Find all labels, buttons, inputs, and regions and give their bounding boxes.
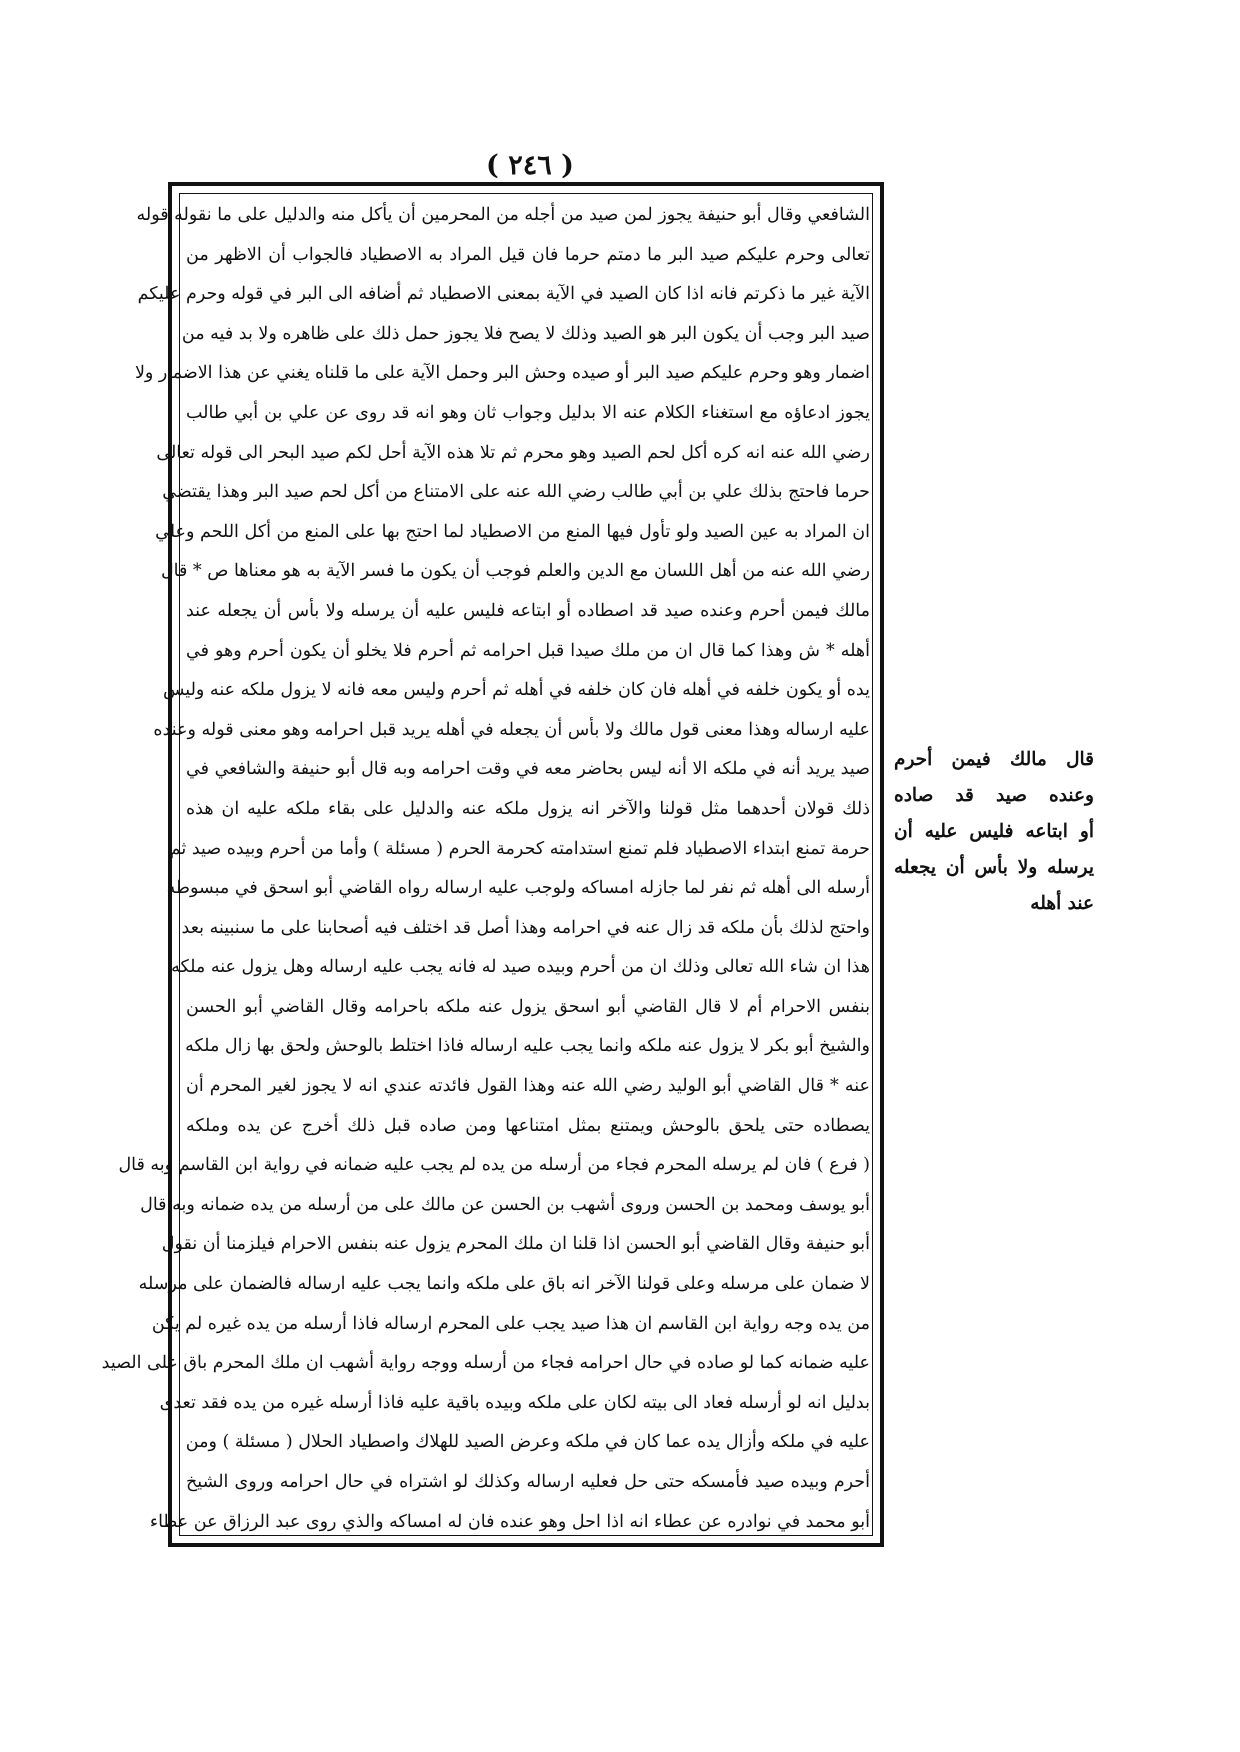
- text-line: رضي الله عنه من أهل اللسان مع الدين والعلم فوجب أن يكون ما فسر الآية به هو معناها ص * قال: [160, 561, 870, 582]
- text-line: عليه في ملكه وأزال يده عما كان في ملكه وعرض الصيد للهلاك واصطياد الحلال ( مسئلة ) ومن: [185, 1432, 870, 1453]
- text-line: صيد البر وجب أن يكون البر هو الصيد وذلك لا يصح فلا يجوز حمل ذلك على ظاهره ولا بد فيه من: [181, 323, 870, 344]
- text-line: أبو محمد في نوادره عن عطاء انه اذا احل وهو عنده فان له امساكه والذي روى عبد الرزاق عن عطاء: [149, 1511, 870, 1532]
- page-number: ( ٢٤٦ ): [486, 150, 574, 181]
- text-line: يجوز ادعاؤه مع استغناء الكلام عنه الا بدليل وجواب ثان وهو انه قد روى عن علي بن أبي طالب: [186, 402, 870, 423]
- text-line: الشافعي وقال أبو حنيفة يجوز لمن صيد من أجله من المحرمين أن يأكل منه والدليل على ما نقوله قوله: [136, 205, 870, 225]
- margin-note-line: قال مالك فيمن أحرم: [894, 749, 1094, 770]
- text-line: يصطاده حتى يلحق بالوحش ويمتنع بمثل امتناعها ومن صاده قبل ذلك أخرج عن يده وملكه: [186, 1115, 870, 1136]
- text-line: رضي الله عنه انه كره أكل لحم الصيد وهو محرم ثم تلا هذه الآية أحل لكم صيد البحر الى قوله تعالى: [156, 442, 870, 463]
- text-line: هذا ان شاء الله تعالى وذلك ان من أحرم وبيده صيد له فانه يجب عليه ارساله وهل يزول عنه ملكه: [171, 957, 870, 978]
- text-line: واحتج لذلك بأن ملكه قد زال عنه في احرامه وهذا أصل قد اختلف فيه أصحابنا على ما سنبينه بعد: [181, 917, 870, 938]
- text-line: أهله * ش وهذا كما قال ان من ملك صيدا قبل احرامه ثم أحرم فلا يخلو أن يكون أحرم وهو في: [186, 640, 870, 661]
- margin-note: [894, 742, 1094, 922]
- text-line: من يده وجه رواية ابن القاسم ان هذا صيد يجب على المحرم ارساله فاذا أرسله من يده غيره لم يكن: [151, 1313, 870, 1334]
- text-line: والشيخ أبو بكر لا يزول عنه ملكه وانما يجب عليه ارساله فاذا اختلط بالوحش ولحق بها زال ملكه: [185, 1036, 870, 1057]
- text-line: تعالى وحرم عليكم صيد البر ما دمتم حرما فان قيل المراد به الاصطياد فالجواب أن الاظهر من: [186, 244, 870, 265]
- text-line: ( فرع ) فان لم يرسله المحرم فجاء من أرسله من يده لم يجب عليه ضمانه في رواية ابن القاسم وبه قال: [118, 1155, 870, 1176]
- margin-note-line: وعنده صيد قد صاده: [894, 785, 1094, 806]
- text-line: بدليل انه لو أرسله فعاد الى بيته لكان على ملكه وبيده باقية عليه فاذا أرسله غيره من يده فقد تعدى: [159, 1392, 870, 1413]
- text-line: بنفس الاحرام أم لا قال القاضي أبو اسحق يزول عنه ملكه باحرامه وقال القاضي أبو الحسن: [186, 996, 870, 1017]
- text-line: حرمة تمنع ابتداء الاصطياد فلم تمنع استدامته كحرمة الحرم ( مسئلة ) وأما من أحرم وبيده صيد ثم: [169, 838, 870, 859]
- text-line: عليه ارساله وهذا معنى قول مالك ولا بأس أن يجعله في أهله يريد قبل احرامه وهو معنى قوله وعنده: [153, 719, 870, 740]
- text-line: عليه ضمانه كما لو صاده في حال احرامه فجاء من أرسله ووجه رواية أشهب ان ملك المحرم باق على الصيد: [101, 1353, 870, 1374]
- text-line: صيد يريد أنه في ملكه الا أنه ليس بحاضر معه في وقت احرامه وبه قال أبو حنيفة والشافعي في: [186, 759, 870, 780]
- text-line: مالك فيمن أحرم وعنده صيد قد اصطاده أو ابتاعه فليس عليه أن يرسله ولا بأس أن يجعله عند: [186, 600, 870, 621]
- text-line: ذلك قولان أحدهما مثل قولنا والآخر انه يزول ملكه عنه والدليل على بقاء ملكه عليه ان هذه: [186, 798, 870, 819]
- margin-note-line: عند أهله: [1030, 893, 1094, 914]
- text-line: ان المراد به عين الصيد ولو تأول فيها المنع من الاصطياد لما احتج بها على المنع من أكل اللحم وعلي: [155, 521, 870, 542]
- text-line: أبو حنيفة وقال القاضي أبو الحسن اذا قلنا ان ملك المحرم يزول عنه بنفس الاحرام فيلزمنا أن نقول: [161, 1234, 870, 1255]
- margin-note-line: يرسله ولا بأس أن يجعله: [894, 857, 1094, 878]
- text-line: أحرم وبيده صيد فأمسكه حتى حل فعليه ارساله وكذلك لو اشتراه في حال احرامه وروى الشيخ: [186, 1472, 870, 1492]
- main-text-block: [101, 196, 870, 1542]
- text-line: الآية غير ما ذكرتم فانه اذا كان الصيد في الآية بمعنى الاصطياد ثم أضافه الى البر في قوله وحرم عليكم: [137, 284, 870, 305]
- text-line: لا ضمان على مرسله وعلى قولنا الآخر انه باق على ملكه وانما يجب عليه ارساله فالضمان على مرسله: [138, 1274, 870, 1295]
- text-line: عنه * قال القاضي أبو الوليد رضي الله عنه وهذا القول فائدته عندي انه لا يجوز لغير المحرم أن: [186, 1076, 870, 1097]
- text-line: يده أو يكون خلفه في أهله فان كان خلفه في أهله ثم أحرم وليس معه فانه لا يزول ملكه عنه وليس: [163, 680, 870, 701]
- text-line: أرسله الى أهله ثم نفر لما جازله امساكه ولوجب عليه ارساله رواه القاضي أبو اسحق في مبسوطه: [166, 878, 870, 899]
- text-line: اضمار وهو وحرم عليكم صيد البر أو صيده وحش البر وحمل الآية على ما قلناه يغني عن هذا الاضمار ولا: [134, 363, 870, 384]
- margin-note-line: أو ابتاعه فليس عليه أن: [894, 821, 1094, 842]
- text-line: حرما فاحتج بذلك علي بن أبي طالب رضي الله عنه على الامتناع من أكل لحم صيد البر وهذا يقتضي: [162, 482, 870, 503]
- text-line: أبو يوسف ومحمد بن الحسن وروى أشهب بن الحسن عن مالك على من أرسله من يده ضمانه وبه قال: [140, 1194, 870, 1215]
